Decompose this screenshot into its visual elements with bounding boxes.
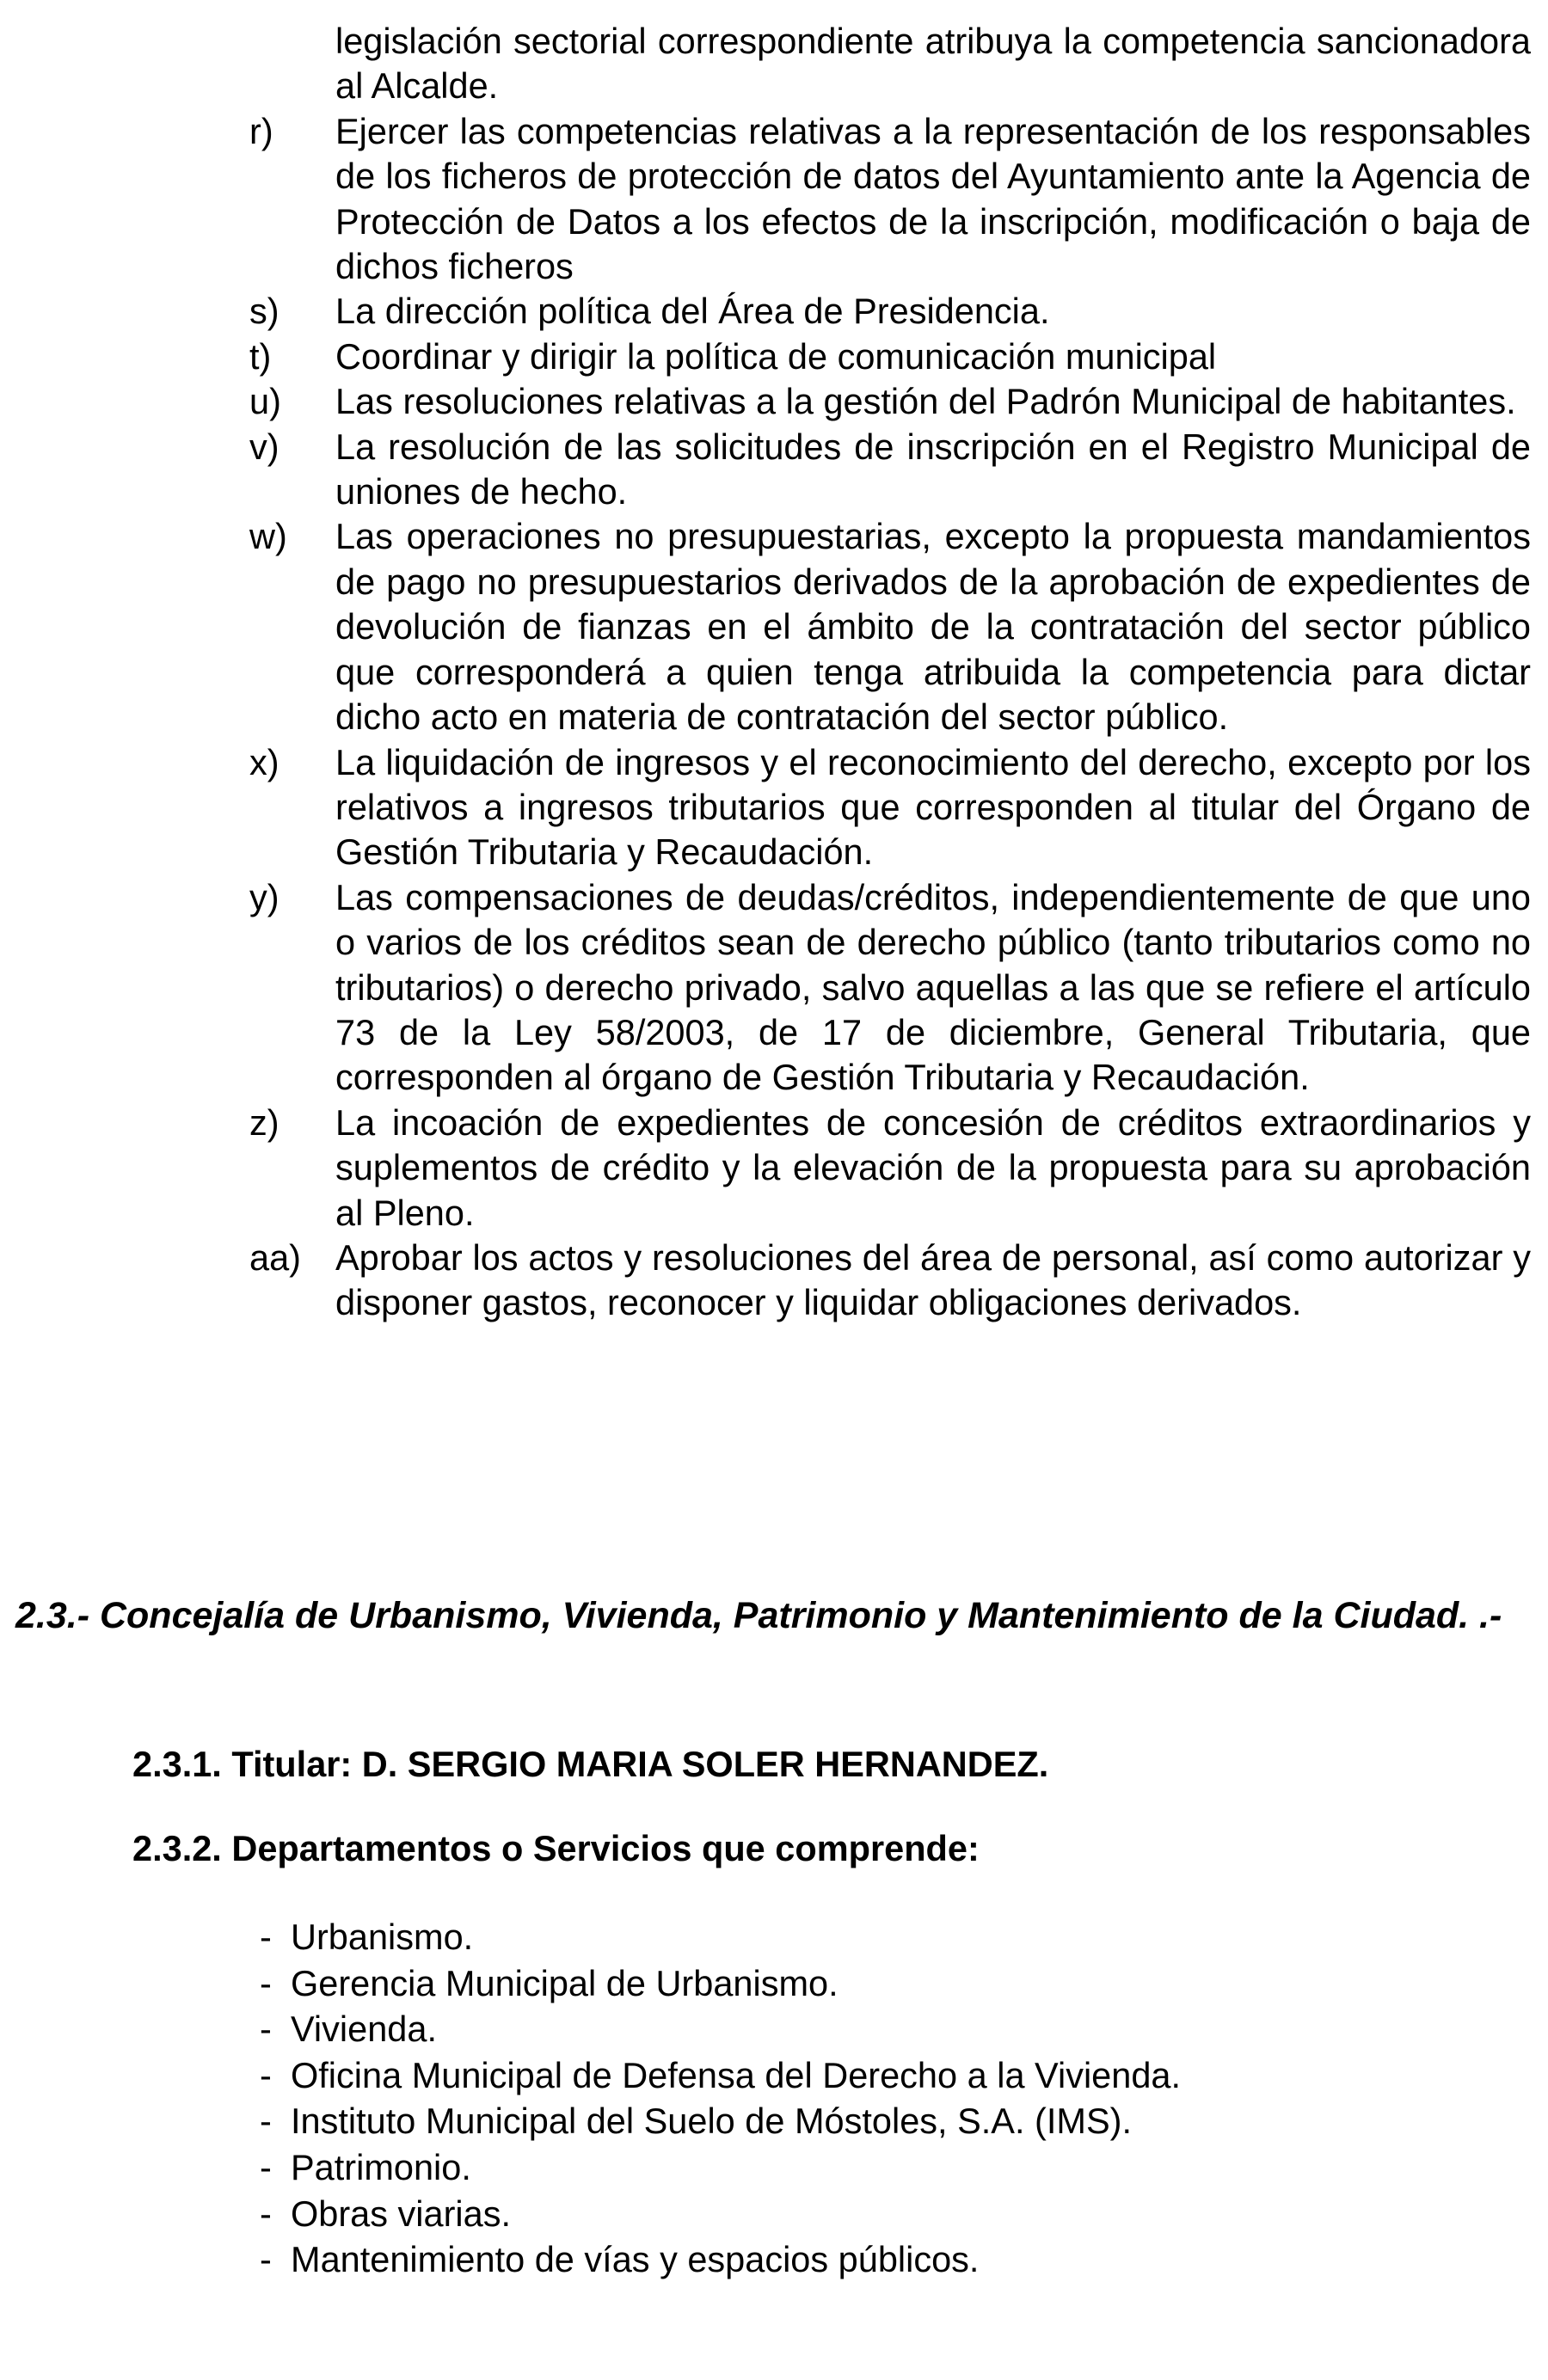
dash-marker: - [260, 1917, 272, 1957]
list-marker: s) [249, 291, 280, 332]
departamento-item [260, 2052, 1181, 2099]
list-item [249, 19, 1531, 109]
departamento-item [260, 2006, 1181, 2052]
list-marker: aa) [249, 1236, 301, 1278]
list-marker: v) [249, 426, 280, 467]
list-item-text: Las resoluciones relativas a la gestión del Padrón Municipal de habitantes. [335, 381, 1516, 422]
list-item-text: Aprobar los actos y resoluciones del área de personal, así como autorizar y disponer gastos, reconocer y liquidar obligaciones derivados. [335, 1236, 1531, 1323]
list-item-text: Las compensaciones de deudas/créditos, independientemente de que uno o varios de los créditos sean de derecho público (tanto tributarios como no tributarios) o derecho privado, salvo aquellas a las que se refiere el artículo 73 de la Ley 58/2003, de 17 de diciembre, General Tributaria, que corresponden al órgano de Gestión Tributaria y Recaudación. [335, 876, 1531, 1098]
list-item-text: legislación sectorial correspondiente atribuya la competencia sancionadora al Alcalde. [335, 21, 1531, 107]
competencias-list [249, 19, 1531, 1326]
list-item [249, 1101, 1531, 1236]
list-item [249, 379, 1531, 424]
dash-marker: - [260, 1962, 272, 2003]
dash-marker: - [260, 2054, 272, 2095]
departamento-item [260, 2144, 1181, 2191]
list-item-text: La resolución de las solicitudes de inscripción en el Registro Municipal de uniones de hecho. [335, 426, 1531, 512]
list-item-text: La incoación de expedientes de concesión de créditos extraordinarios y suplementos de crédito y la elevación de la propuesta para su aprobación al Pleno. [335, 1101, 1531, 1233]
list-marker: z) [249, 1101, 280, 1143]
list-item-text: Ejercer las competencias relativas a la representación de los responsables de los ficheros de protección de datos del Ayuntamiento ante la Agencia de Protección de Datos a los efectos de la inscripción, modificación o baja de dichos ficheros [335, 110, 1531, 287]
dash-marker: - [260, 2146, 272, 2187]
departamento-text: Instituto Municipal del Suelo de Móstoles, S.A. (IMS). [291, 2101, 1132, 2142]
titular-heading: 2.3.1. Titular: D. SERGIO MARIA SOLER HERNANDEZ. [132, 1744, 1049, 1784]
dash-marker: - [260, 2239, 272, 2280]
list-item [249, 875, 1531, 1101]
list-marker: x) [249, 741, 280, 782]
list-item [249, 289, 1531, 334]
list-item [249, 1236, 1531, 1326]
dash-marker: - [260, 2009, 272, 2050]
departamento-text: Oficina Municipal de Defensa del Derecho a la Vivienda. [291, 2054, 1182, 2095]
list-marker: t) [249, 335, 272, 377]
section-heading: 2.3.- Concejalía de Urbanismo, Vivienda, Patrimonio y Mantenimiento de la Ciudad. .- [15, 1595, 1502, 1636]
departamento-text: Vivienda. [291, 2009, 437, 2050]
list-marker: w) [249, 516, 287, 557]
list-item-text: La dirección política del Área de Presidencia. [335, 291, 1050, 332]
list-item [249, 109, 1531, 290]
departamentos-list [260, 1914, 1181, 2283]
list-item [249, 425, 1531, 515]
list-item [249, 334, 1531, 379]
departamento-item [260, 2191, 1181, 2237]
departamento-item [260, 1960, 1181, 2007]
departamento-text: Obras viarias. [291, 2193, 511, 2234]
departamentos-heading: 2.3.2. Departamentos o Servicios que comprende: [132, 1828, 980, 1868]
list-item-text: Las operaciones no presupuestarias, excepto la propuesta mandamientos de pago no presupuestarios derivados de la aprobación de expedientes de devolución de fianzas en el ámbito de la contratación del sector público que corresponderá a quien tenga atribuida la competencia para dictar dicho acto en materia de contratación del sector público. [335, 516, 1531, 738]
departamento-text: Patrimonio. [291, 2146, 471, 2187]
departamento-item [260, 2236, 1181, 2283]
list-marker: r) [249, 110, 273, 151]
dash-marker: - [260, 2101, 272, 2142]
list-item [249, 740, 1531, 875]
list-marker: y) [249, 876, 280, 917]
departamento-text: Mantenimiento de vías y espacios públicos. [291, 2239, 980, 2280]
departamento-item [260, 1914, 1181, 1960]
departamento-item [260, 2098, 1181, 2144]
list-marker: u) [249, 381, 281, 422]
list-marker [249, 19, 335, 109]
list-item [249, 514, 1531, 739]
dash-marker: - [260, 2193, 272, 2234]
list-item-text: Coordinar y dirigir la política de comunicación municipal [335, 335, 1217, 377]
departamento-text: Urbanismo. [291, 1917, 474, 1957]
list-item-text: La liquidación de ingresos y el reconocimiento del derecho, excepto por los relativos a ingresos tributarios que corresponden al titular del Órgano de Gestión Tributaria y Recaudación. [335, 741, 1531, 873]
departamento-text: Gerencia Municipal de Urbanismo. [291, 1962, 838, 2003]
